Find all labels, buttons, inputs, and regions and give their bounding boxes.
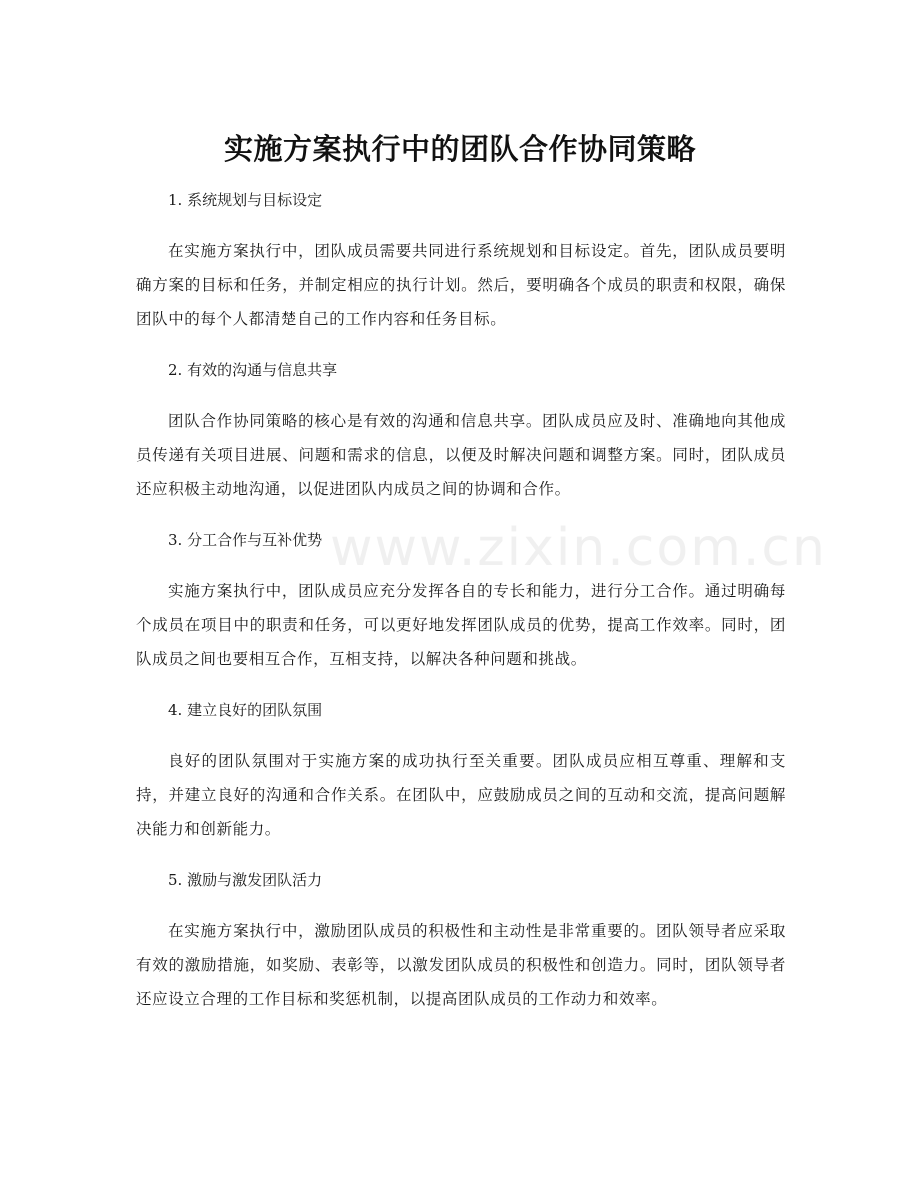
document-body: [136, 182, 786, 1032]
section-body-wrap: [136, 914, 786, 1016]
section-4: [136, 692, 786, 846]
section-heading: 4. 建立良好的团队氛围: [168, 701, 323, 719]
section-paragraph: 在实施方案执行中，激励团队成员的积极性和主动性是非常重要的。团队领导者应采取有效的激励措施，如奖励、表彰等，以激发团队成员的积极性和创造力。同时，团队领导者还应设立合理的工作目标和奖惩机制，以提高团队成员的工作动力和效率。: [136, 922, 786, 1008]
section-heading: 2. 有效的沟通与信息共享: [168, 361, 338, 379]
section-2: [136, 352, 786, 506]
watermark: www.zixin.com.cn: [330, 518, 827, 578]
section-paragraph: 团队合作协同策略的核心是有效的沟通和信息共享。团队成员应及时、准确地向其他成员传递有关项目进展、问题和需求的信息，以便及时解决问题和调整方案。同时，团队成员还应积极主动地沟通，以促进团队内成员之间的协调和合作。: [136, 412, 786, 498]
page-title: 实施方案执行中的团队合作协同策略: [223, 132, 696, 167]
section-paragraph: 良好的团队氛围对于实施方案的成功执行至关重要。团队成员应相互尊重、理解和支持，并建立良好的沟通和合作关系。在团队中，应鼓励成员之间的互动和交流，提高问题解决能力和创新能力。: [136, 752, 786, 838]
section-body-wrap: [136, 234, 786, 336]
section-3: [136, 522, 786, 676]
section-body-wrap: [136, 404, 786, 506]
section-heading: 1. 系统规划与目标设定: [168, 191, 323, 209]
section-heading: 3. 分工合作与互补优势: [168, 531, 323, 549]
section-1: [136, 182, 786, 336]
section-heading: 5. 激励与激发团队活力: [168, 871, 323, 889]
section-paragraph: 实施方案执行中，团队成员应充分发挥各自的专长和能力，进行分工合作。通过明确每个成员在项目中的职责和任务，可以更好地发挥团队成员的优势，提高工作效率。同时，团队成员之间也要相互合作，互相支持，以解决各种问题和挑战。: [136, 582, 786, 668]
section-body-wrap: [136, 744, 786, 846]
section-5: [136, 862, 786, 1016]
section-paragraph: 在实施方案执行中，团队成员需要共同进行系统规划和目标设定。首先，团队成员要明确方案的目标和任务，并制定相应的执行计划。然后，要明确各个成员的职责和权限，确保团队中的每个人都清楚自己的工作内容和任务目标。: [136, 242, 786, 328]
section-body-wrap: [136, 574, 786, 676]
